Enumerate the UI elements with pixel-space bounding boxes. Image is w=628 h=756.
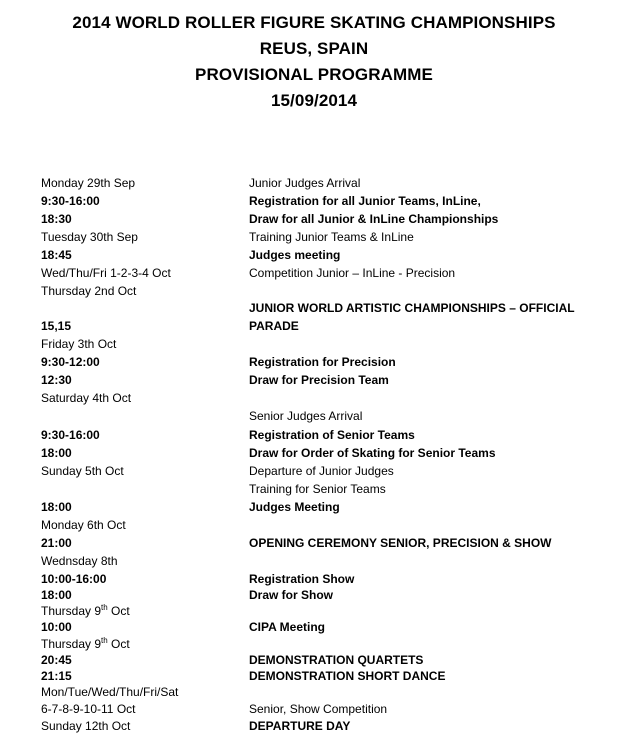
right-entry: Draw for Show (249, 588, 334, 602)
date-text: Thursday 9 (41, 637, 102, 651)
right-entry: Training Junior Teams & InLine (249, 230, 414, 244)
left-entry: 18:00 (41, 446, 72, 460)
left-entry: 18:45 (41, 248, 72, 262)
left-entry: Monday 6th Oct (41, 518, 126, 532)
right-entry: Departure of Junior Judges (249, 464, 394, 478)
left-entry: Wednsday 8th (41, 554, 118, 568)
date-text: Thursday 9 (41, 604, 102, 618)
left-entry: 10:00-16:00 (41, 572, 107, 586)
left-entry (41, 637, 130, 652)
left-entry: Sunday 5th Oct (41, 464, 124, 478)
left-entry: 9:30-16:00 (41, 194, 100, 208)
left-entry: Mon/Tue/Wed/Thu/Fri/Sat (41, 685, 179, 699)
ordinal-suffix: th (101, 636, 108, 645)
title-line-1: 2014 WORLD ROLLER FIGURE SKATING CHAMPIONSHIPS (72, 13, 556, 32)
date-text: Oct (107, 637, 130, 651)
right-entry: Draw for all Junior & InLine Championships (249, 212, 499, 226)
left-entry: Tuesday 30th Sep (41, 230, 138, 244)
ordinal-suffix: th (101, 603, 108, 612)
left-entry: 21:00 (41, 536, 72, 550)
left-entry: 10:00 (41, 620, 72, 634)
title-line-4: 15/09/2014 (270, 91, 358, 110)
left-entry: Saturday 4th Oct (41, 391, 132, 405)
right-entry: Senior Judges Arrival (249, 409, 363, 423)
left-entry: 18:30 (41, 212, 72, 226)
right-entry: CIPA Meeting (249, 620, 326, 634)
right-entry: Junior Judges Arrival (249, 176, 361, 190)
date-text: Oct (107, 604, 130, 618)
right-entry: Registration for Precision (249, 355, 396, 369)
right-entry: JUNIOR WORLD ARTISTIC CHAMPIONSHIPS – OFFICIAL (249, 301, 575, 315)
right-entry: Draw for Order of Skating for Senior Teams (249, 446, 496, 460)
left-entry: 18:00 (41, 500, 72, 514)
left-entry (41, 604, 130, 619)
left-entry: 20:45 (41, 653, 72, 667)
right-entry: Draw for Precision Team (249, 373, 389, 387)
left-entry: Thursday 2nd Oct (41, 284, 137, 298)
right-entry: OPENING CEREMONY SENIOR, PRECISION & SHOW (249, 536, 552, 550)
left-entry: 21:15 (41, 669, 72, 683)
left-entry: 6-7-8-9-10-11 Oct (41, 702, 136, 716)
right-entry: Judges meeting (249, 248, 341, 262)
left-entry: 12:30 (41, 373, 72, 387)
left-entry: Friday 3th Oct (41, 337, 117, 351)
left-entry: 15,15 (41, 319, 72, 333)
right-entry: Training for Senior Teams (249, 482, 386, 496)
right-entry: DEMONSTRATION QUARTETS (249, 653, 424, 667)
left-entry: 18:00 (41, 588, 72, 602)
right-entry: Registration Show (249, 572, 355, 586)
left-entry: Monday 29th Sep (41, 176, 136, 190)
right-entry: PARADE (249, 319, 299, 333)
left-entry: 9:30-16:00 (41, 428, 100, 442)
left-entry: Wed/Thu/Fri 1-2-3-4 Oct (41, 266, 171, 280)
left-entry: 9:30-12:00 (41, 355, 100, 369)
title-line-2: REUS, SPAIN (259, 39, 369, 58)
right-entry: Registration of Senior Teams (249, 428, 415, 442)
right-entry: Judges Meeting (249, 500, 340, 514)
title-line-3: PROVISIONAL PROGRAMME (195, 65, 433, 84)
right-entry: Competition Junior – InLine - Precision (249, 266, 456, 280)
right-entry: Registration for all Junior Teams, InLine, (249, 194, 481, 208)
left-entry: Sunday 12th Oct (41, 719, 131, 733)
right-entry: DEPARTURE DAY (249, 719, 351, 733)
right-entry: DEMONSTRATION SHORT DANCE (249, 669, 446, 683)
right-entry: Senior, Show Competition (249, 702, 388, 716)
document-header (0, 10, 628, 114)
